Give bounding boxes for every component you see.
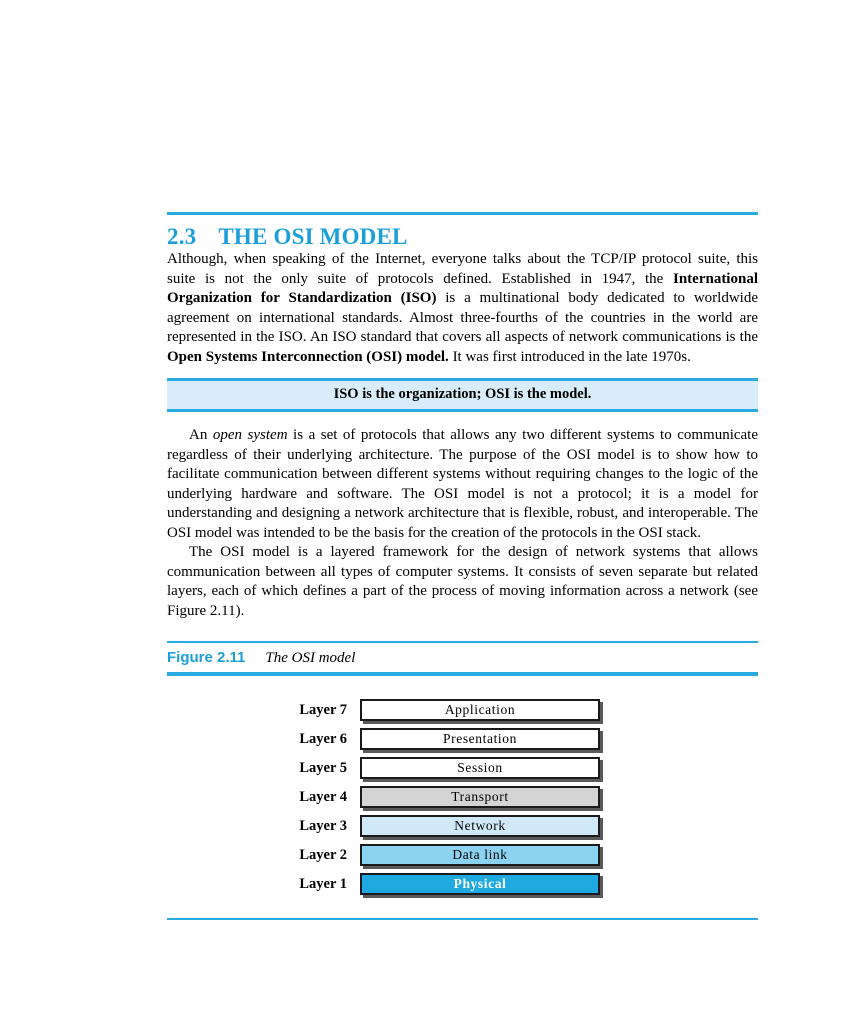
text-run: Although, when speaking of the Internet, everyone talks about the TCP/IP protocol suite, this suite is not the only suite of protocols defined. Established in 1947, the	[167, 251, 758, 287]
text-run: The OSI model is a layered framework for the design of network systems that allows communication between all types of computer systems. It consists of seven separate but related layers, each of which defines a part of the process of moving information across a network (see Figure 2.11).	[167, 544, 758, 619]
layer-number-label: Layer 6	[299, 730, 347, 747]
osi-layer-row	[167, 757, 758, 779]
figure-label: Figure 2.11	[167, 649, 246, 666]
layer-name-label: Physical	[453, 876, 507, 891]
key-point-box	[167, 378, 758, 412]
layer-number-label: Layer 2	[299, 846, 347, 863]
layer-box-data-link	[360, 844, 600, 866]
layer-name-label: Transport	[451, 789, 509, 804]
figure-divider-thin	[167, 641, 758, 643]
body-paragraph-2	[167, 426, 758, 543]
top-divider-rule	[167, 212, 758, 215]
layer-number-label: Layer 7	[299, 701, 347, 718]
osi-layer-row	[167, 786, 758, 808]
layer-box-network	[360, 815, 600, 837]
text-run: An	[189, 427, 213, 443]
body-paragraph-1	[167, 250, 758, 367]
layer-box-physical	[360, 873, 600, 895]
text-run: is a multinational body dedicated to worldwide agreement on international standards. Almost three-fourths of the countries in the world are represented in the ISO. An ISO standard that covers all aspects of network communications is the	[167, 290, 758, 345]
section-title: THE OSI MODEL	[218, 224, 408, 249]
osi-model-figure	[167, 699, 758, 895]
osi-layer-row	[167, 699, 758, 721]
layer-name-label: Network	[454, 818, 506, 833]
layer-number-label: Layer 3	[299, 817, 347, 834]
osi-layer-row	[167, 844, 758, 866]
figure-divider-thick	[167, 672, 758, 676]
text-run: It was first introduced in the late 1970s.	[448, 348, 691, 365]
layer-number-label: Layer 5	[299, 759, 347, 776]
layer-box-session	[360, 757, 600, 779]
section-heading	[167, 224, 758, 250]
layer-box-presentation	[360, 728, 600, 750]
layer-number-label: Layer 4	[299, 788, 347, 805]
layer-box-transport	[360, 786, 600, 808]
osi-layer-row	[167, 728, 758, 750]
text-run: Open Systems Interconnection (OSI) model.	[167, 348, 449, 365]
layer-box-application	[360, 699, 600, 721]
osi-layer-stack	[167, 699, 758, 895]
text-run: International Organization for Standardization (ISO)	[167, 270, 758, 306]
layer-name-label: Data link	[452, 847, 508, 862]
body-paragraph-3	[167, 543, 758, 621]
key-point-text: ISO is the organization; OSI is the model.	[333, 386, 592, 402]
osi-layer-row	[167, 815, 758, 837]
osi-layer-row	[167, 873, 758, 895]
section-number: 2.3	[167, 224, 197, 249]
figure-title: The OSI model	[265, 650, 356, 666]
layer-name-label: Presentation	[443, 731, 517, 746]
text-run: open system	[212, 427, 288, 443]
text-run: is a set of protocols that allows any two different systems to communicate regardless of their underlying architecture. The purpose of the OSI model is to show how to facilitate communication between different systems without requiring changes to the logic of the underlying hardware and software. The OSI model is not a protocol; it is a model for understanding and designing a network architecture that is flexible, robust, and interoperable. The OSI model was intended to be the basis for the creation of the protocols in the OSI stack.	[167, 427, 759, 541]
page-content-column	[167, 212, 758, 920]
layer-name-label: Session	[457, 760, 503, 775]
bottom-divider-rule	[167, 918, 758, 920]
layer-name-label: Application	[444, 702, 516, 717]
layer-number-label: Layer 1	[299, 875, 347, 892]
figure-caption	[167, 649, 758, 667]
